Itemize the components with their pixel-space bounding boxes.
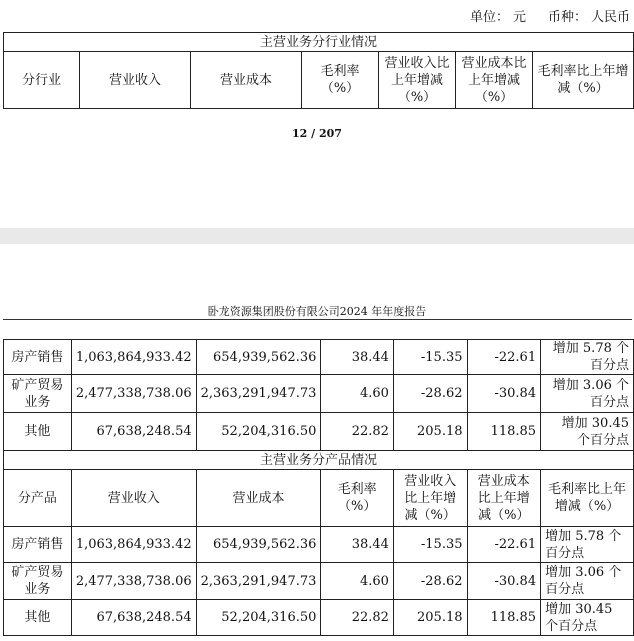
- cost-change-cell: 118.85: [467, 413, 541, 451]
- segment-name: 房产销售: [4, 340, 72, 375]
- margin-change-cell: 增加 5.78 个百分点: [541, 340, 634, 375]
- revenue-change-cell: -28.62: [393, 563, 467, 600]
- segment-name: 其他: [4, 413, 72, 451]
- cost-change-cell: -30.84: [467, 375, 541, 413]
- cost-cell: 654,939,562.36: [196, 340, 321, 375]
- header-revenue-change: 营业收入比上年增减（%）: [393, 470, 467, 527]
- cost-change-cell: -22.61: [467, 340, 541, 375]
- revenue-change-cell: -28.62: [393, 375, 467, 413]
- unit-line: [466, 6, 630, 25]
- revenue-cell: 67,638,248.54: [71, 413, 196, 451]
- revenue-change-cell: 205.18: [393, 600, 467, 636]
- cost-cell: 2,363,291,947.73: [196, 375, 321, 413]
- margin-cell: 22.82: [321, 413, 394, 451]
- revenue-cell: 1,063,864,933.42: [71, 340, 196, 375]
- margin-cell: 22.82: [321, 600, 394, 636]
- page-separator: [0, 228, 634, 244]
- table-row: [4, 340, 634, 375]
- cost-cell: 52,204,316.50: [196, 413, 321, 451]
- margin-change-cell: 增加 3.06 个百分点: [541, 375, 634, 413]
- header-segment: 分行业: [4, 52, 80, 109]
- page-number: 12 / 207: [292, 127, 342, 140]
- unit-value: 元: [512, 10, 526, 25]
- revenue-change-cell: 205.18: [393, 413, 467, 451]
- product-table-title: 主营业务分产品情况: [4, 451, 634, 470]
- currency-label: 币种：: [547, 10, 587, 25]
- header-rule: [3, 319, 632, 320]
- product-name: 矿产贸易业务: [4, 563, 72, 600]
- cost-change-cell: -30.84: [467, 563, 541, 600]
- header-cost-change: 营业成本比上年增减（%）: [456, 52, 533, 109]
- header-product: 分产品: [4, 470, 72, 527]
- header-margin-change: 毛利率比上年增减（%）: [533, 52, 634, 109]
- table-row: [4, 563, 634, 600]
- cost-change-cell: 118.85: [467, 600, 541, 636]
- industry-table-header: [3, 32, 634, 109]
- margin-change-cell: 增加 30.45 个百分点: [541, 600, 634, 636]
- report-header: 卧龙资源集团股份有限公司2024 年年度报告: [207, 305, 427, 318]
- industry-and-product-table: [3, 339, 634, 636]
- header-revenue: 营业收入: [71, 470, 196, 527]
- header-cost: 营业成本: [191, 52, 302, 109]
- header-cost-change: 营业成本比上年增减（%）: [467, 470, 541, 527]
- revenue-cell: 2,477,338,738.06: [71, 563, 196, 600]
- margin-change-cell: 增加 3.06 个百分点: [541, 563, 634, 600]
- revenue-cell: 1,063,864,933.42: [71, 527, 196, 563]
- revenue-change-cell: -15.35: [393, 527, 467, 563]
- table-row: [4, 413, 634, 451]
- margin-cell: 4.60: [321, 375, 394, 413]
- cost-cell: 654,939,562.36: [196, 527, 321, 563]
- margin-cell: 38.44: [321, 340, 394, 375]
- table-row: [4, 527, 634, 563]
- table-row: [4, 600, 634, 636]
- unit-label: 单位：: [469, 10, 509, 25]
- cost-change-cell: -22.61: [467, 527, 541, 563]
- cost-cell: 2,363,291,947.73: [196, 563, 321, 600]
- margin-change-cell: 增加 5.78 个百分点: [541, 527, 634, 563]
- margin-cell: 4.60: [321, 563, 394, 600]
- header-margin: 毛利率（%）: [321, 470, 394, 527]
- header-cost: 营业成本: [196, 470, 321, 527]
- product-name: 其他: [4, 600, 72, 636]
- margin-cell: 38.44: [321, 527, 394, 563]
- revenue-cell: 67,638,248.54: [71, 600, 196, 636]
- segment-name: 矿产贸易业务: [4, 375, 72, 413]
- industry-table-title: 主营业务分行业情况: [4, 33, 634, 52]
- header-margin: 毛利率（%）: [302, 52, 379, 109]
- revenue-cell: 2,477,338,738.06: [71, 375, 196, 413]
- margin-change-cell: 增加 30.45 个百分点: [541, 413, 634, 451]
- currency-value: 人民币: [590, 10, 630, 25]
- header-margin-change: 毛利率比上年增减（%）: [541, 470, 634, 527]
- cost-cell: 52,204,316.50: [196, 600, 321, 636]
- header-revenue-change: 营业收入比上年增减（%）: [379, 52, 456, 109]
- revenue-change-cell: -15.35: [393, 340, 467, 375]
- table-row: [4, 375, 634, 413]
- product-name: 房产销售: [4, 527, 72, 563]
- header-revenue: 营业收入: [80, 52, 191, 109]
